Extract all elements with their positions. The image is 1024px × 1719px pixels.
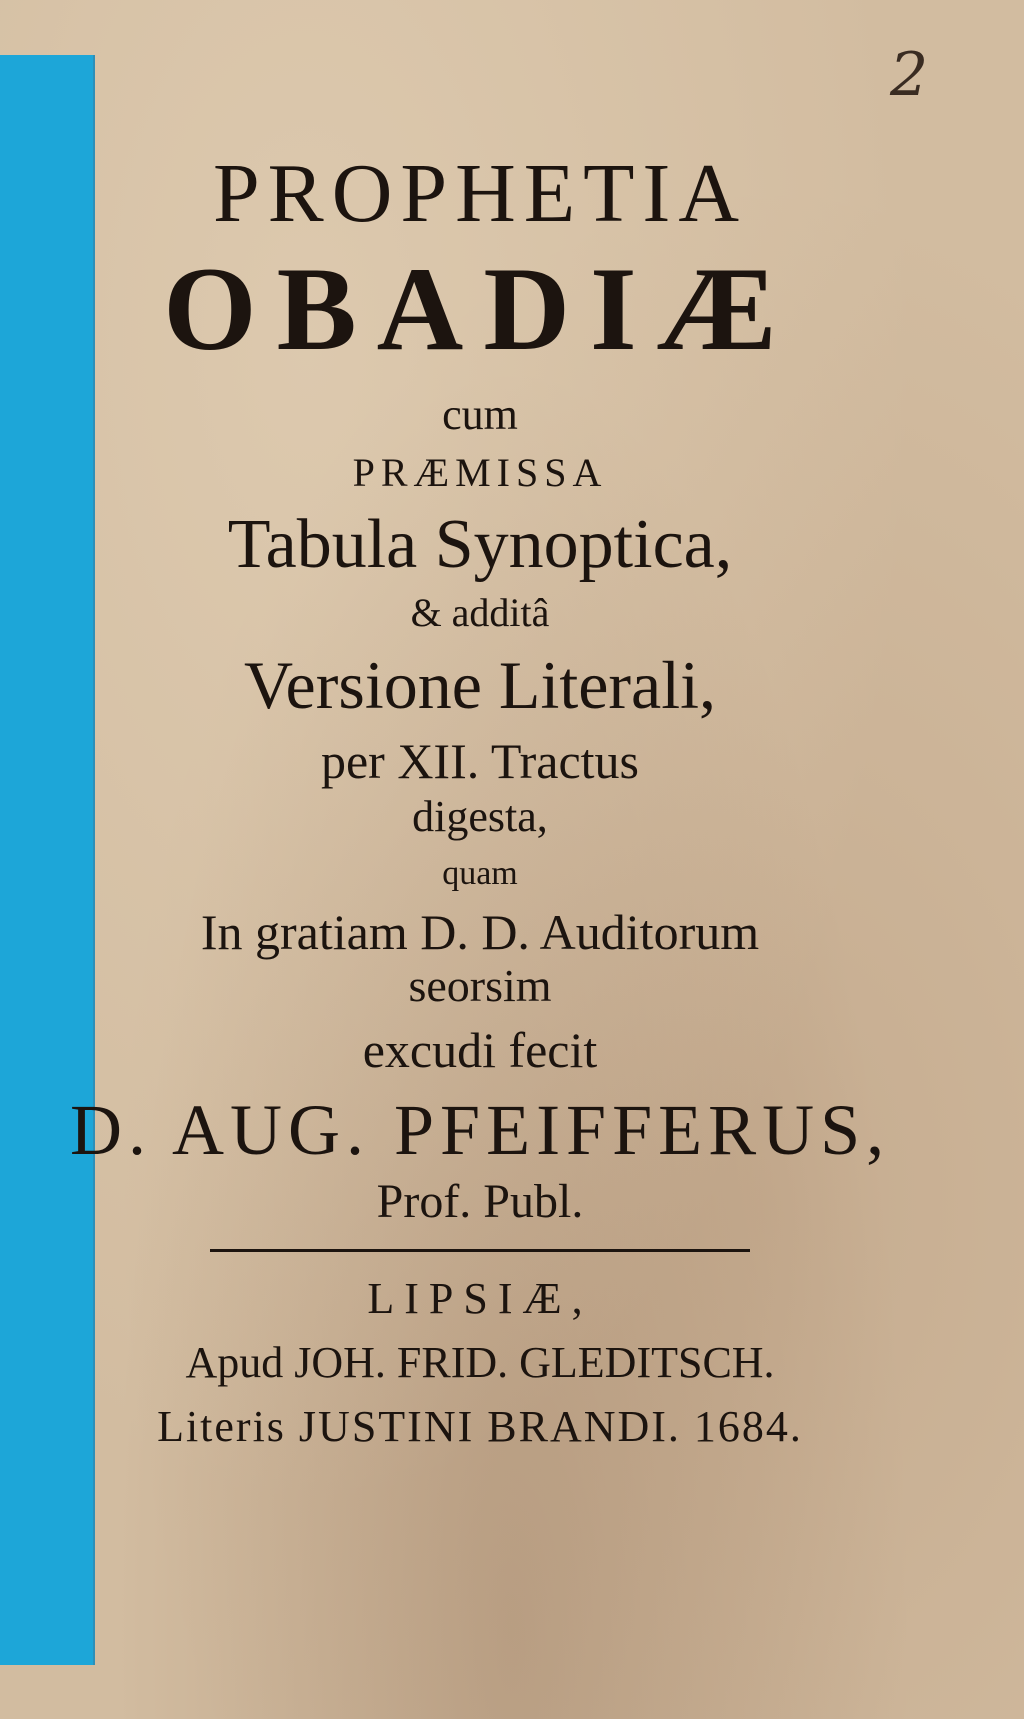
title-prophetia: PROPHETIA: [212, 147, 748, 240]
text-praemissa: PRÆMISSA: [352, 450, 608, 496]
title-page-text: [70, 147, 891, 1452]
text-cum: cum: [442, 390, 518, 440]
author-title: Prof. Publ.: [376, 1174, 584, 1228]
text-tabula-synoptica: Tabula Synoptica,: [227, 506, 733, 584]
text-quam: quam: [442, 854, 518, 892]
text-seorsim: seorsim: [408, 960, 552, 1012]
text-digesta: digesta,: [412, 791, 548, 841]
text-excudi-fecit: excudi fecit: [362, 1022, 598, 1079]
text-per-xii-tractus: per XII. Tractus: [320, 733, 640, 790]
text-addita: & additâ: [410, 589, 550, 635]
imprint-publisher: Apud JOH. FRID. GLEDITSCH.: [185, 1338, 775, 1388]
imprint-place: LIPSIÆ,: [367, 1273, 593, 1323]
imprint-printer-year: Literis JUSTINI BRANDI. 1684.: [157, 1402, 803, 1452]
handwritten-page-number: 2: [890, 40, 929, 110]
author-name: D. AUG. PFEIFFERUS,: [70, 1089, 891, 1170]
horizontal-rule: [210, 1249, 750, 1252]
text-in-gratiam: In gratiam D. D. Auditorum: [200, 903, 760, 960]
title-obadiae: OBADIÆ: [163, 242, 797, 376]
text-versione-literali: Versione Literali,: [243, 646, 717, 723]
